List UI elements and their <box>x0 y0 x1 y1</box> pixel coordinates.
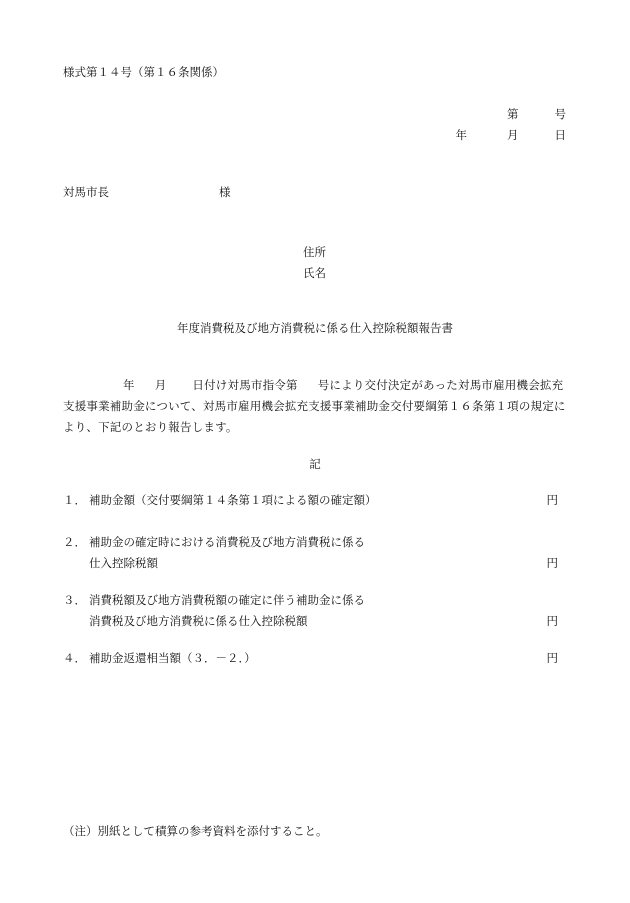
item-label-continued: 仕入控除税額 <box>89 556 158 570</box>
addressee-name: 対馬市長 <box>63 185 109 199</box>
date-year: 年 <box>455 128 467 142</box>
name-label: 氏名 <box>303 266 326 280</box>
item-number: ２． <box>63 535 86 549</box>
address-label: 住所 <box>303 245 326 259</box>
item-label: 補助金返還相当額（３．－２．） <box>89 651 256 665</box>
item-unit: 円 <box>546 614 558 628</box>
item-label: 補助金額（交付要綱第１４条第１項による額の確定額） <box>89 493 377 507</box>
addressee <box>63 184 231 200</box>
item-unit: 円 <box>546 651 558 665</box>
number-suffix: 号 <box>554 107 566 121</box>
date-month: 月 <box>507 128 519 142</box>
document-date <box>456 127 567 143</box>
footnote: （注）別紙として積算の参考資料を添付すること。 <box>63 824 328 838</box>
addressee-honorific: 様 <box>219 185 231 199</box>
ki-heading: 記 <box>309 457 321 471</box>
body-text: 号により交付決定があった対馬市雇用機会拡充支援事業補助金について、対馬市雇用機会拡充支援事業補助金交付要綱第１６条第１項の規定により、下記のとおり報告します。 <box>63 378 566 434</box>
list-item <box>63 532 558 574</box>
number-prefix: 第 <box>507 107 519 121</box>
item-number: ３． <box>63 593 86 607</box>
body-year: 年 <box>123 378 135 392</box>
item-unit: 円 <box>546 493 558 507</box>
list-item <box>63 648 558 669</box>
document-title: 年度消費税及び地方消費税に係る仕入控除税額報告書 <box>177 321 453 335</box>
form-number: 様式第１４号（第１６条関係） <box>63 65 224 79</box>
sender-block <box>303 242 326 284</box>
body-month: 月 <box>154 378 167 392</box>
list-item <box>63 590 558 632</box>
body-dated: 日付け対馬市指令第 <box>192 378 298 392</box>
item-number: １． <box>63 493 86 507</box>
item-unit: 円 <box>546 556 558 570</box>
item-label: 消費税額及び地方消費税額の確定に伴う補助金に係る <box>89 593 365 607</box>
item-label: 補助金の確定時における消費税及び地方消費税に係る <box>89 535 365 549</box>
list-item <box>63 490 558 511</box>
item-label-continued: 消費税及び地方消費税に係る仕入控除税額 <box>89 614 308 628</box>
date-day: 日 <box>554 128 566 142</box>
document-number <box>507 106 566 122</box>
body-paragraph <box>63 375 568 438</box>
item-number: ４． <box>63 651 86 665</box>
